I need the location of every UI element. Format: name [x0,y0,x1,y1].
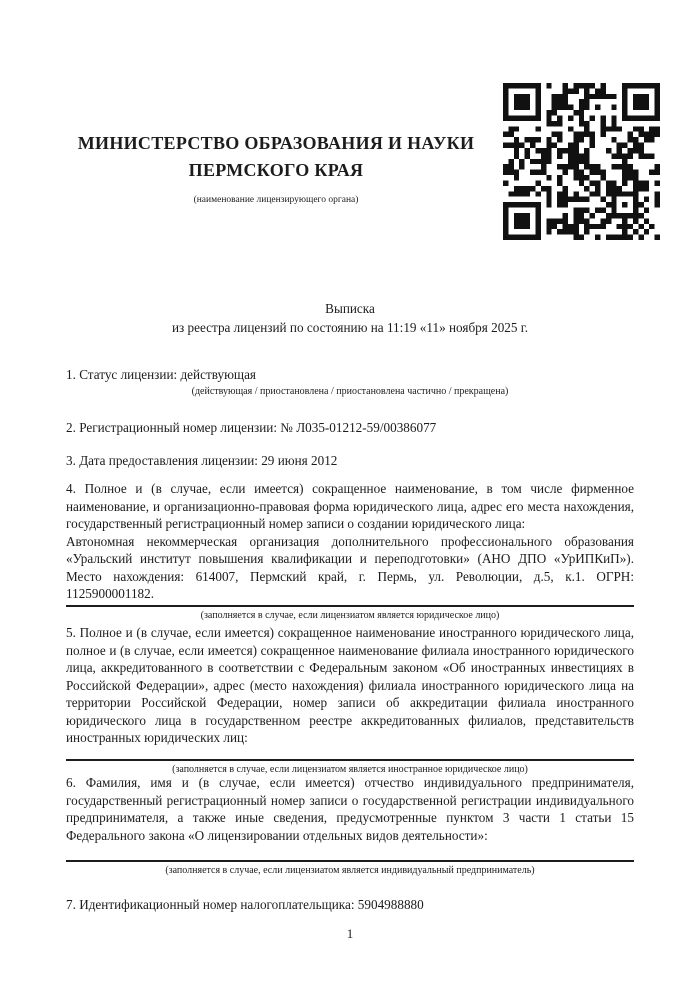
document-subtitle: из реестра лицензий по состоянию на 11:19 «11» ноября 2025 г. [171,320,529,335]
page-number: 1 [346,926,354,941]
license-status-text: 1. Статус лицензии: действующая [66,367,257,382]
grant-date-text: 3. Дата предоставления лицензии: 29 июня 2012 [66,453,338,468]
entrepreneur-statement: 6. Фамилия, имя и (в случае, если имеется) отчество индивидуального предпринимателя, государственный регистрационный номер записи о государственной регистрации индивидуального предпринимателя, а также иные сведения, предусмотренные пунктом 3 части 1 статьи 15 Федерального закона «О лицензировании отдельных видов деятельности»: [66,775,634,843]
section-registration-number [66,419,634,437]
section-license-status [66,366,634,398]
document-title: Выписка [325,301,375,316]
qr-code-icon [503,83,660,240]
license-status-caption: (действующая / приостановлена / приостановлена частично / прекращена) [191,385,509,397]
licensing-authority-header [56,130,496,206]
legal-entity-caption: (заполняется в случае, если лицензиатом является юридическое лицо) [200,609,500,621]
foreign-entity-fill-line [66,759,634,761]
legal-entity-fill-line [66,605,634,607]
taxpayer-id-text: 7. Идентификационный номер налогоплательщика: 5904988880 [66,897,424,912]
registration-number-text: 2. Регистрационный номер лицензии: № Л035-01212-59/00386077 [66,420,437,435]
section-foreign-entity [66,624,634,776]
entrepreneur-caption: (заполняется в случае, если лицензиатом является индивидуальный предприниматель) [165,865,535,876]
ministry-name-line1: МИНИСТЕРСТВО ОБРАЗОВАНИЯ И НАУКИ [77,133,475,153]
section-grant-date [66,452,634,470]
section-legal-entity [66,480,634,622]
foreign-entity-statement: 5. Полное и (в случае, если имеется) сокращенное наименование иностранного юридического лица, полное и (в случае, если имеется) сокращенное наименование филиала иностранного юридического лица, аккредитованного в соответствии с Федеральным законом «Об иностранных инвестициях в Российской Федерации», адрес (место нахождения) филиала иностранного юридического лица на территории Российской Федерации, номер записи об аккредитации филиала иностранного юридического лица в государственном реестре аккредитованных филиалов, представительств иностранных юридических лиц: [66,625,634,745]
legal-entity-value: Автономная некоммерческая организация дополнительного профессионального образования «Уральский институт повышения квалификации и переподготовки» (АНО ДПО «УрИПКиП»). Место нахождения: 614007, Пермский край, г. Пермь, ул. Революции, д.5, к.1. ОГРН: 1125900001182. [66,533,634,601]
legal-entity-statement: 4. Полное и (в случае, если имеется) сокращенное наименование, в том числе фирменное наименование, и организационно-правовая форма юридического лица, адрес его места нахождения, государственный регистрационный номер записи о создании юридического лица: [66,481,634,531]
foreign-entity-caption: (заполняется в случае, если лицензиатом является иностранное юридическое лицо) [172,763,528,775]
document-title-block [66,299,634,337]
section-individual-entrepreneur [66,774,634,877]
entrepreneur-fill-line [66,860,634,862]
section-taxpayer-id [66,896,634,914]
ministry-name-line2: ПЕРМСКОГО КРАЯ [188,160,364,180]
ministry-caption: (наименование лицензирующего органа) [193,195,359,205]
